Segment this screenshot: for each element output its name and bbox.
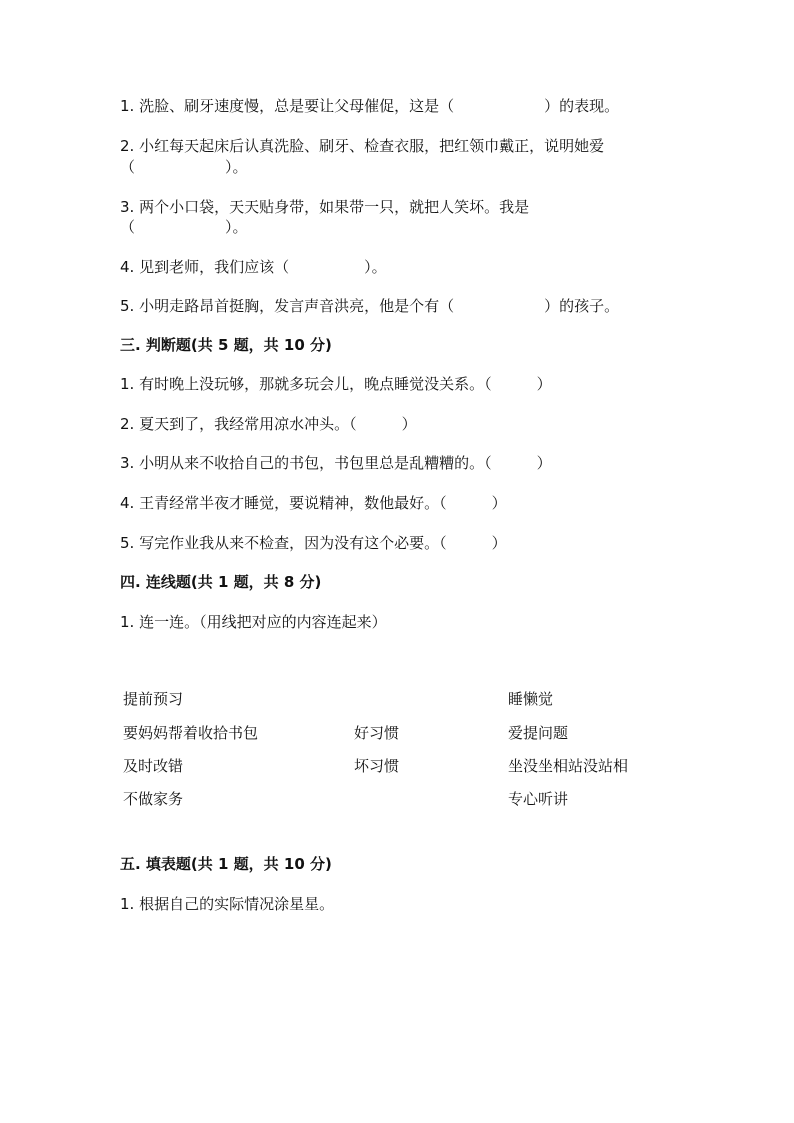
judgment-question-4: 4. 王青经常半夜才睡觉，要说精神，数他最好。（ ）	[120, 494, 507, 512]
judgment-question-5: 5. 写完作业我从来不检查，因为没有这个必要。（ ）	[120, 534, 507, 552]
match-right-item-1: 睡懒觉	[508, 690, 554, 708]
table-section-heading: 五. 填表题(共 1 题，共 10 分)	[120, 855, 332, 873]
judgment-question-3: 3. 小明从来不收拾自己的书包，书包里总是乱糟糟的。（ ）	[120, 454, 552, 472]
matching-section-heading: 四. 连线题(共 1 题，共 8 分)	[120, 573, 322, 591]
table-question-1: 1. 根据自己的实际情况涂星星。	[120, 895, 335, 913]
fill-question-5: 5. 小明走路昂首挺胸，发言声音洪亮，他是个有（ ）的孩子。	[120, 297, 620, 315]
fill-question-3-line-1: 3. 两个小口袋，天天贴身带，如果带一只，就把人笑坏。我是	[120, 198, 530, 216]
match-middle-item-2: 坏习惯	[354, 757, 400, 775]
fill-question-3-line-2: （ ）。	[120, 218, 248, 236]
match-left-item-1: 提前预习	[123, 690, 184, 708]
match-middle-item-1: 好习惯	[354, 724, 400, 742]
match-right-item-3: 坐没坐相站没站相	[508, 757, 629, 775]
match-right-item-4: 专心听讲	[508, 790, 569, 808]
matching-question-1: 1. 连一连。（用线把对应的内容连起来）	[120, 613, 387, 631]
judgment-section-heading: 三. 判断题(共 5 题，共 10 分)	[120, 336, 332, 354]
fill-question-1: 1. 洗脸、刷牙速度慢，总是要让父母催促，这是（ ）的表现。	[120, 97, 620, 115]
match-left-item-4: 不做家务	[123, 790, 184, 808]
judgment-question-1: 1. 有时晚上没玩够，那就多玩会儿，晚点睡觉没关系。（ ）	[120, 375, 552, 393]
judgment-question-2: 2. 夏天到了，我经常用凉水冲头。（ ）	[120, 415, 417, 433]
fill-question-2-line-2: （ ）。	[120, 158, 248, 176]
match-right-item-2: 爱提问题	[508, 724, 569, 742]
fill-question-2-line-1: 2. 小红每天起床后认真洗脸、刷牙、检查衣服，把红领巾戴正，说明她爱	[120, 137, 605, 155]
match-left-item-2: 要妈妈帮着收拾书包	[123, 724, 259, 742]
match-left-item-3: 及时改错	[123, 757, 184, 775]
fill-question-4: 4. 见到老师，我们应该（ ）。	[120, 258, 387, 276]
